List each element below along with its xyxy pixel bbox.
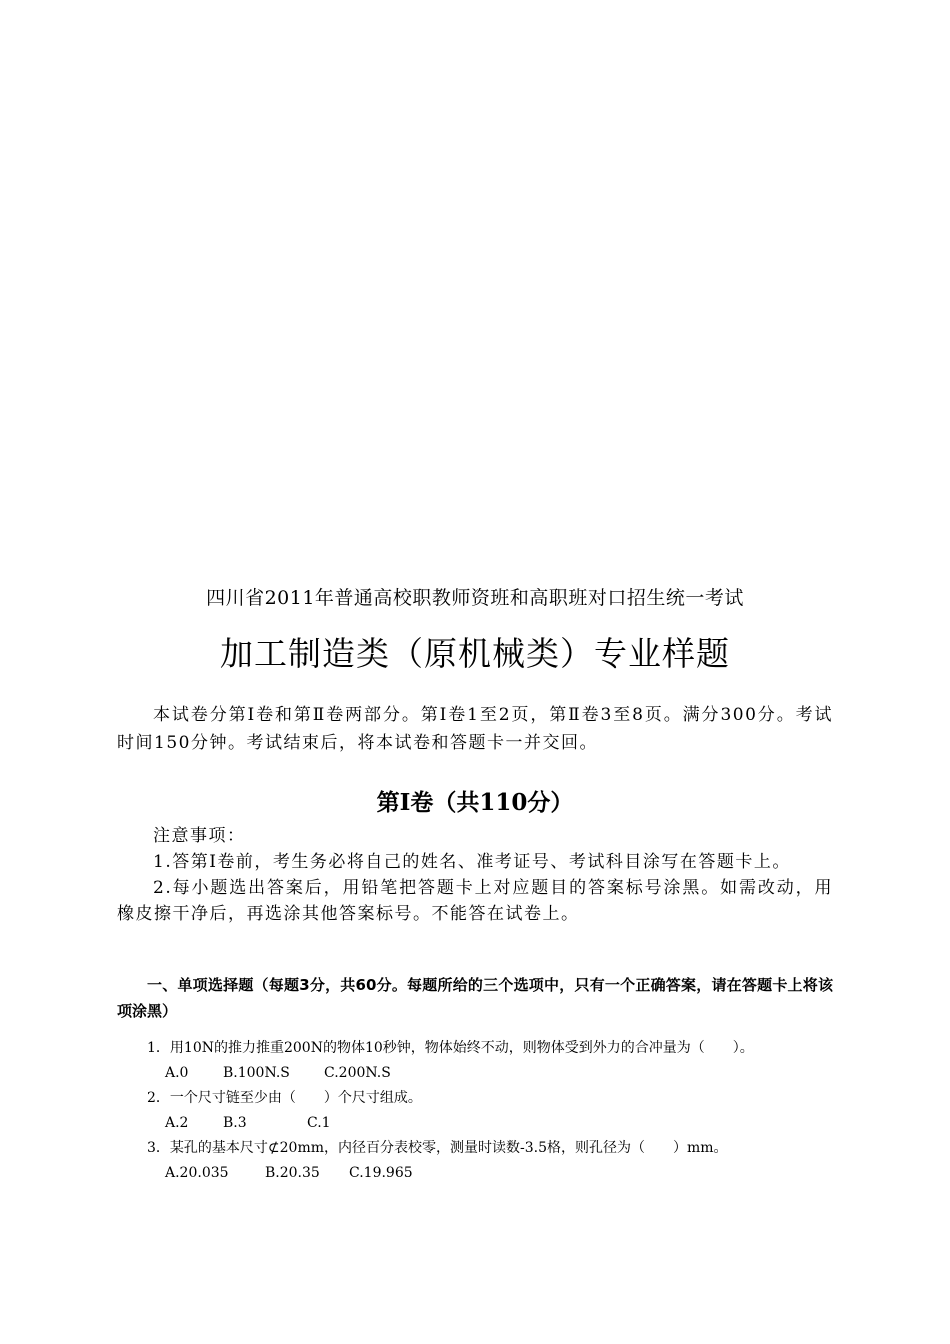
- option-a: A.2: [165, 1115, 189, 1131]
- question-list: [117, 1036, 833, 1186]
- intro-paragraph: 本试卷分第Ⅰ卷和第Ⅱ卷两部分。第Ⅰ卷1至2页，第Ⅱ卷3至8页。满分300分。考试时间150分钟。考试结束后，将本试卷和答题卡一并交回。: [117, 705, 833, 753]
- notes-item-1: 1.答第Ⅰ卷前，考生务必将自己的姓名、准考证号、考试科目涂写在答题卡上。: [153, 852, 791, 872]
- section-heading: 一、单项选择题（每题3分，共60分。每题所给的三个选项中，只有一个正确答案，请在答题卡上将该项涂黑）: [117, 976, 833, 1020]
- question-stem: 2．一个尺寸链至少由（ ）个尺寸组成。: [147, 1090, 422, 1106]
- notes-heading: 注意事项：: [153, 826, 246, 846]
- option-a: A.0: [165, 1065, 189, 1081]
- option-b: B.3: [223, 1115, 247, 1131]
- question-options: [165, 1111, 833, 1136]
- volume-title: 第Ⅰ卷（共110分）: [376, 789, 574, 816]
- question-3: [117, 1136, 833, 1186]
- option-c: C.19.965: [349, 1165, 413, 1181]
- option-a: A.20.035: [165, 1165, 229, 1181]
- question-1: [117, 1036, 833, 1086]
- page-title: 加工制造类（原机械类）专业样题: [220, 634, 730, 673]
- question-2: [117, 1086, 833, 1136]
- question-options: [165, 1061, 833, 1086]
- notes-item-2: 2.每小题选出答案后，用铅笔把答题卡上对应题目的答案标号涂黑。如需改动，用橡皮擦干净后，再选涂其他答案标号。不能答在试卷上。: [117, 878, 833, 924]
- exam-name: 四川省2011年普通高校职教师资班和高职班对口招生统一考试: [206, 587, 744, 609]
- question-options: [165, 1161, 833, 1186]
- option-b: B.20.35: [265, 1165, 320, 1181]
- option-b: B.100N.S: [223, 1065, 290, 1081]
- notes-block: [117, 823, 833, 927]
- question-stem: 3．某孔的基本尺寸⊄20mm，内径百分表校零，测量时读数-3.5格，则孔径为（ ）mm。: [147, 1140, 728, 1156]
- option-c: C.1: [307, 1115, 331, 1131]
- option-c: C.200N.S: [324, 1065, 391, 1081]
- question-stem: 1．用10N的推力推重200N的物体10秒钟，物体始终不动，则物体受到外力的合冲量为（ ）。: [147, 1040, 754, 1056]
